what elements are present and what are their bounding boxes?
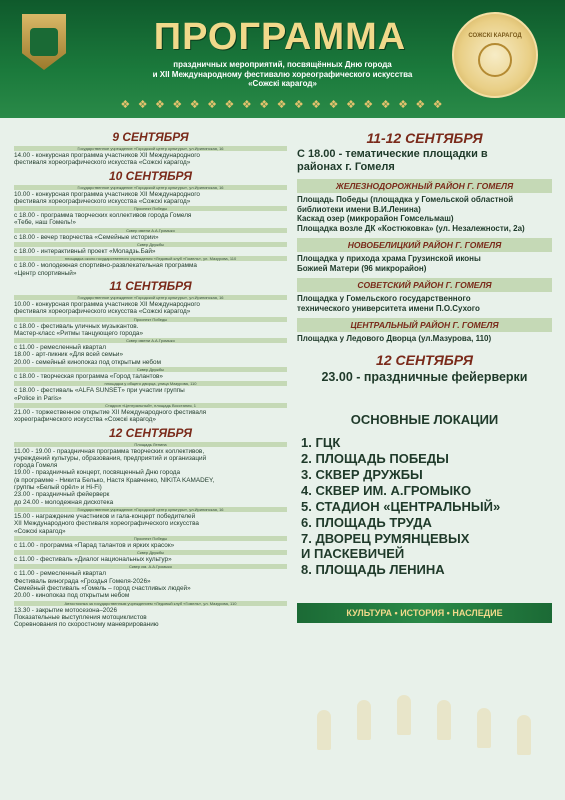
event-text: 10.00 - конкурсная программа участников XII Международного фестиваля хореографического искусства «Сожскі карагод» xyxy=(14,300,200,316)
location-item: 3. СКВЕР ДРУЖБЫ xyxy=(301,466,423,482)
venue-label: Автостоянка за государственным учреждением «Ледовый клуб «Гомель», ул. Мазурова, 110 xyxy=(14,601,287,606)
intro-text: С 18.00 - тематические площадки в районах г. Гомеля xyxy=(297,148,488,173)
district-heading: НОВОБЕЛИЦКИЙ РАЙОН Г. ГОМЕЛЯ xyxy=(297,238,552,252)
dancer-figure xyxy=(517,715,531,755)
event-text: с 18.00 - программа творческих коллективов города Гомеля «Тебе, наш Гомель!» xyxy=(14,212,192,227)
location-item: 1. ГЦК xyxy=(301,434,341,450)
event-text: с 18.00 - фестиваль «ALFA SUNSET» при участии группы «Police in Paris» xyxy=(14,387,185,402)
district-heading: СОВЕТСКИЙ РАЙОН Г. ГОМЕЛЯ xyxy=(297,278,552,292)
dancer-figure xyxy=(477,708,491,748)
fireworks-text: 23.00 - праздничные фейерверки xyxy=(321,369,528,384)
district-text: Площадка у Гомельского государственного технического университета имени П.О.Сухого xyxy=(297,294,480,313)
venue-label: Государственное учреждение «Городской центр культуры», ул.Ирининская, 16 xyxy=(14,185,287,190)
event-text: 14.00 - конкурсная программа участников XII Международного фестиваля хореографического искусства «Сожскі карагод» xyxy=(14,152,200,167)
event-text: 13.30 - закрытие мотосезона–2026 Показательные выступления мотоциклистов Соревнования по скоростному маневрированию xyxy=(14,606,159,629)
venue-label: Государственное учреждение «Городской центр культуры», ул.Ирининская, 16 xyxy=(14,507,287,512)
venue-label: площадка у общего дворца, улица Мазурова, 110 xyxy=(14,381,287,386)
schedule-left-column xyxy=(14,128,287,629)
venue-label: Проспект Победы xyxy=(14,317,287,322)
location-item: 2. ПЛОЩАДЬ ПОБЕДЫ xyxy=(301,450,449,466)
fireworks-date: 12 СЕНТЯБРЯ xyxy=(376,351,473,368)
venue-label: площадка около государственного учреждения «Ледовый клуб «Гомель», ул. Мазурова, 110 xyxy=(14,256,287,261)
location-item: 5. СТАДИОН «ЦЕНТРАЛЬНЫЙ» xyxy=(301,498,501,514)
location-item: 7. ДВОРЕЦ РУМЯНЦЕВЫХ И ПАСКЕВИЧЕЙ xyxy=(301,530,470,561)
motto-banner: КУЛЬТУРА • ИСТОРИЯ • НАСЛЕДИЕ xyxy=(297,603,552,623)
event-text: с 18.00 - творческая программа «Город талантов» xyxy=(14,373,163,381)
venue-label: Сквер имени А.А.Громыко xyxy=(14,338,287,343)
district-heading: ЖЕЛЕЗНОДОРОЖНЫЙ РАЙОН Г. ГОМЕЛЯ xyxy=(297,179,552,193)
dancers-decoration xyxy=(297,650,552,800)
venue-label: Стадион «Центральный», площадь Восстания, 1 xyxy=(14,403,287,408)
venue-label: Сквер им. А.А.Громыко xyxy=(14,564,287,569)
venue-label: Сквер Дружбы xyxy=(14,242,287,247)
event-text: 21.00 - торжественное открытие XII Международного фестиваля хореографического искусства «Сожскі карагод» xyxy=(14,408,207,424)
locations-title: ОСНОВНЫЕ ЛОКАЦИИ xyxy=(350,411,499,427)
event-text: 11.00 - 19.00 - праздничная программа творческих коллективов, учреждений культуры, образования, предприятий и организаций города Гомеля 19.00 - праздничный концерт, посвященный Дню города (в программе - Никита Белько, Настя Кравченко, NIKITA KAMADEY, группы «Белый орёл» и Hi-Fi) 23.00 - праздничный фейерверк до 24.00 - молодежная дискотека xyxy=(14,447,215,506)
venue-label: Площадь Ленина xyxy=(14,442,287,447)
festival-logo-text: СОЖСКІ КАРАГОД xyxy=(468,33,522,39)
header-banner xyxy=(0,0,565,118)
event-text: с 11.00 - фестиваль «Диалог национальных культур» xyxy=(14,556,172,564)
event-text: с 18.00 - интерактивный проект «Моладзь.Бай» xyxy=(14,248,156,256)
festival-logo xyxy=(452,12,538,98)
event-text: с 11.00 - ремесленный квартал Фестиваль винограда «Гроздья Гомеля-2026» Семейный фестиваль «Гомель – город счастливых людей» 20.00 - кинопоказ под открытым небом xyxy=(14,570,191,600)
date-heading: 11 СЕНТЯБРЯ xyxy=(109,278,192,293)
event-text: с 18.00 - вечер творчества «Семейные истории» xyxy=(14,233,159,241)
festival-emblem-icon xyxy=(478,43,512,77)
location-item: 4. СКВЕР ИМ. А.ГРОМЫКО xyxy=(301,482,472,498)
district-text: Площадка у прихода храма Грузинской иконы Божией Матери (96 микрорайон) xyxy=(297,254,481,273)
location-item: 6. ПЛОЩАДЬ ТРУДА xyxy=(301,514,432,530)
venue-label: Государственное учреждение «Городской центр культуры», ул.Ирининская, 16 xyxy=(14,295,287,300)
event-text: с 11.00 - ремесленный квартал 18.00 - арт-пикник «Для всей семьи» 20.00 - семейный кинопоказ под открытым небом xyxy=(14,344,161,366)
date-heading: 10 СЕНТЯБРЯ xyxy=(108,168,193,183)
event-text: с 18.00 - молодежная спортивно-развлекательная программа «Центр спортивный» xyxy=(14,262,197,277)
event-text: с 11.00 - программа «Парад талантов и ярких красок» xyxy=(14,541,175,549)
venue-label: Проспект Победы xyxy=(14,206,287,211)
venue-label: Проспект Победы xyxy=(14,536,287,541)
venue-label: Государственное учреждение «Городской центр культуры», ул.Ирининская, 16 xyxy=(14,146,287,151)
district-text: Площадка у Ледового Дворца (ул.Мазурова, 110) xyxy=(297,334,492,343)
date-heading: 11-12 СЕНТЯБРЯ xyxy=(366,130,483,146)
venue-label: Сквер имени А.А.Громыко xyxy=(14,228,287,233)
event-text: с 18.00 - фестиваль уличных музыкантов. Мастер-класс «Ритмы танцующего города» xyxy=(14,322,144,337)
date-heading: 12 СЕНТЯБРЯ xyxy=(108,425,193,440)
dancer-figure xyxy=(437,700,451,740)
page-subtitle: праздничных мероприятий, посвящённых Дню города и XII Международному фестивалю хореографического искусства «Сожскі карагод» xyxy=(152,60,413,88)
venue-label: Сквер Дружбы xyxy=(14,367,287,372)
district-text: Площадь Победы (площадка у Гомельской областной библиотеки имени В.И.Ленина) Каскад озер (микрорайон Гомсельмаш) Площадка возле ДК «Костюковка» (ул. Незалежности, 2а) xyxy=(297,195,525,233)
event-text: 10.00 - конкурсная программа участников XII Международного фестиваля хореографического искусства «Сожскі карагод» xyxy=(14,190,200,205)
coat-of-arms-icon xyxy=(22,14,66,70)
schedule-right-column xyxy=(297,128,552,623)
event-text: 15.00 - награждение участников и гала-концерт победителей XII Международного фестиваля хореографического искусства «Сожскі карагод» xyxy=(14,512,199,535)
dancer-figure xyxy=(317,710,331,750)
ornament-band: ❖ ❖ ❖ ❖ ❖ ❖ ❖ ❖ ❖ ❖ ❖ ❖ ❖ ❖ ❖ ❖ ❖ ❖ ❖ xyxy=(120,98,445,111)
venue-label: Сквер Дружбы xyxy=(14,550,287,555)
page-title: ПРОГРАММА xyxy=(153,16,407,58)
location-item: 8. ПЛОЩАДЬ ЛЕНИНА xyxy=(301,561,445,577)
district-heading: ЦЕНТРАЛЬНЫЙ РАЙОН Г. ГОМЕЛЯ xyxy=(297,318,552,332)
dancer-figure xyxy=(357,700,371,740)
dancer-figure xyxy=(397,695,411,735)
date-heading: 9 СЕНТЯБРЯ xyxy=(112,130,189,144)
locations-list xyxy=(297,435,552,577)
